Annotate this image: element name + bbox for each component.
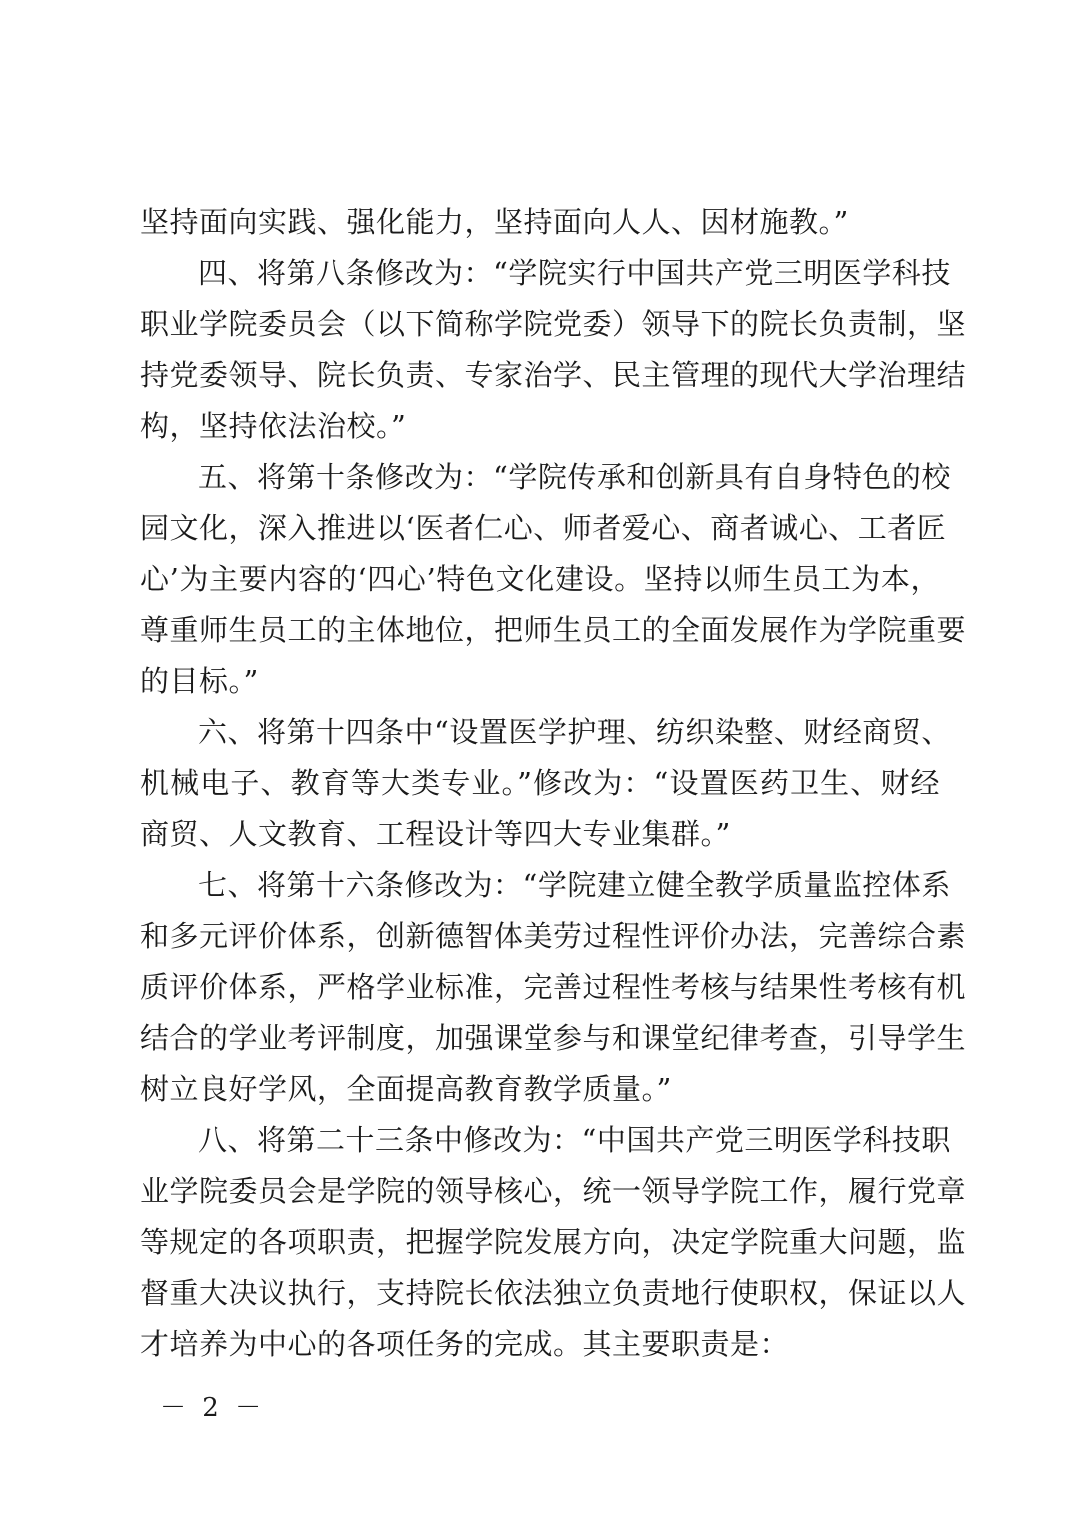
- text-line: 四、将第八条修改为：“学院实行中国共产党三明医学科技: [198, 256, 951, 290]
- text-line: 七、将第十六条修改为：“学院建立健全教学质量监控体系: [198, 868, 951, 902]
- text-line: 坚持面向实践、强化能力，坚持面向人人、因材施教。”: [140, 205, 849, 239]
- text-line: 构，坚持依法治校。”: [140, 409, 407, 443]
- text-line: 园文化，深入推进以‘医者仁心、师者爱心、商者诚心、工者匠: [140, 511, 947, 545]
- text-line: 心’为主要内容的‘四心’特色文化建设。坚持以师生员工为本，: [140, 562, 940, 596]
- text-line: 商贸、人文教育、工程设计等四大专业集群。”: [140, 817, 731, 851]
- text-line: 督重大决议执行，支持院长依法独立负责地行使职权，保证以人: [140, 1276, 967, 1310]
- page-number: － 2 －: [160, 1393, 266, 1423]
- text-line: 业学院委员会是学院的领导核心，统一领导学院工作，履行党章: [140, 1174, 967, 1208]
- text-line: 的目标。”: [140, 664, 259, 698]
- text-line: 树立良好学风，全面提高教育教学质量。”: [140, 1072, 672, 1106]
- text-line: 八、将第二十三条中修改为：“中国共产党三明医学科技职: [198, 1123, 951, 1157]
- text-line: 质评价体系，严格学业标准，完善过程性考核与结果性考核有机: [140, 970, 967, 1004]
- text-line: 机械电子、教育等大类专业。”修改为：“设置医药卫生、财经: [140, 766, 940, 800]
- text-line: 持党委领导、院长负责、专家治学、民主管理的现代大学治理结: [140, 358, 967, 392]
- text-line: 六、将第十四条中“设置医学护理、纺织染整、财经商贸、: [198, 715, 951, 749]
- text-line: 尊重师生员工的主体地位，把师生员工的全面发展作为学院重要: [140, 613, 967, 647]
- text-line: 结合的学业考评制度，加强课堂参与和课堂纪律考查，引导学生: [140, 1021, 967, 1055]
- text-line: 才培养为中心的各项任务的完成。其主要职责是：: [140, 1327, 790, 1361]
- text-line: 职业学院委员会（以下简称学院党委）领导下的院长负责制，坚: [140, 307, 967, 341]
- text-line: 五、将第十条修改为：“学院传承和创新具有自身特色的校: [198, 460, 951, 494]
- text-line: 等规定的各项职责，把握学院发展方向，决定学院重大问题，监: [140, 1225, 967, 1259]
- text-line: 和多元评价体系，创新德智体美劳过程性评价办法，完善综合素: [140, 919, 967, 953]
